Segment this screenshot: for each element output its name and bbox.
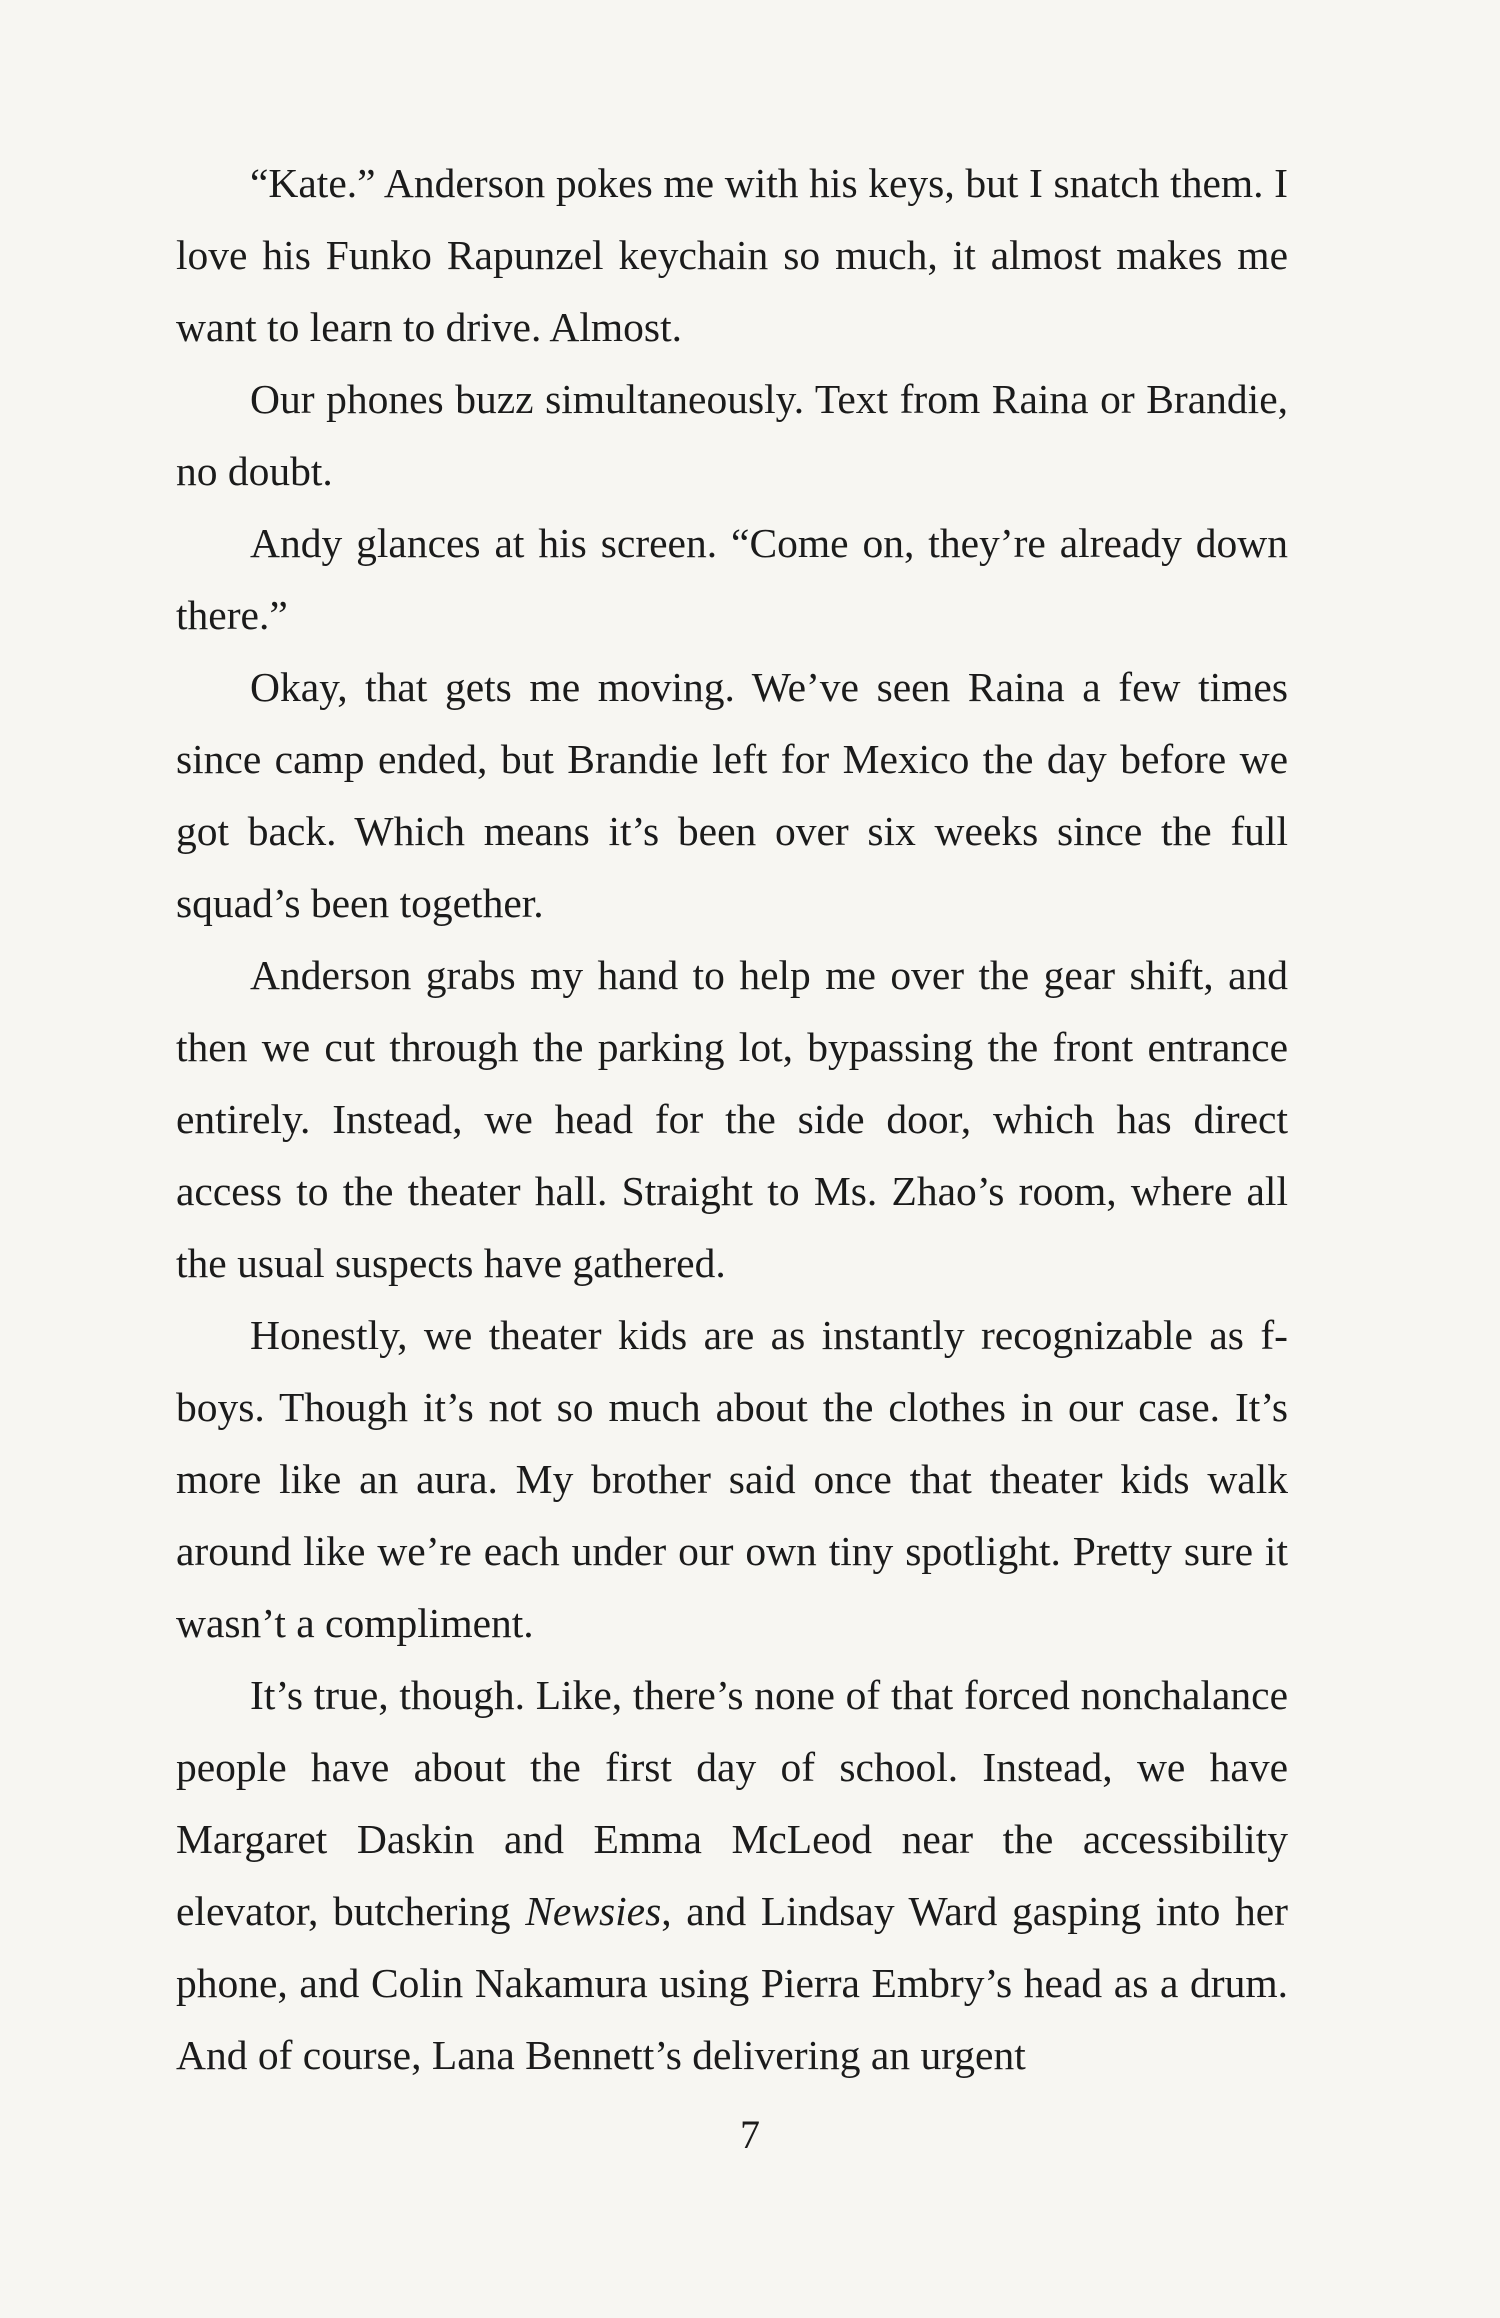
page-number: 7	[740, 2112, 760, 2157]
paragraph-7-text-after: , and Lindsay Ward gasping into her phone, and Colin Nakamura using Pierra Embry’s head as a drum. And of course, Lana Bennett’s delivering an urgent	[176, 1888, 1289, 2078]
paragraph-5: Anderson grabs my hand to help me over the gear shift, and then we cut through the parking lot, bypassing the front entrance entirely. Instead, we head for the side door, which has direct access to the theater hall. Straight to Ms. Zhao’s room, where all the usual suspects have gathered.	[176, 952, 1288, 1286]
paragraph-7	[176, 1659, 1288, 2091]
paragraph-1: “Kate.” Anderson pokes me with his keys, but I snatch them. I love his Funko Rapunzel keychain so much, it almost makes me want to learn to drive. Almost.	[176, 160, 1288, 350]
newsies-title: Newsies	[525, 1888, 662, 1934]
paragraph-4: Okay, that gets me moving. We’ve seen Raina a few times since camp ended, but Brandie left for Mexico the day before we got back. Which means it’s been over six weeks since the full squad’s been together.	[176, 664, 1288, 926]
body-text	[176, 147, 1288, 2091]
paragraph-6: Honestly, we theater kids are as instantly recognizable as f-boys. Though it’s not so much about the clothes in our case. It’s more like an aura. My brother said once that theater kids walk around like we’re each under our own tiny spotlight. Pretty sure it wasn’t a compliment.	[176, 1312, 1288, 1646]
paragraph-7-text-before: It’s true, though. Like, there’s none of that forced nonchalance people have about the first day of school. Instead, we have Margaret Daskin and Emma McLeod near the accessibility elevator, butchering	[176, 1672, 1288, 1934]
paragraph-2: Our phones buzz simultaneously. Text from Raina or Brandie, no doubt.	[176, 376, 1288, 494]
paragraph-3: Andy glances at his screen. “Come on, they’re already down there.”	[176, 520, 1288, 638]
